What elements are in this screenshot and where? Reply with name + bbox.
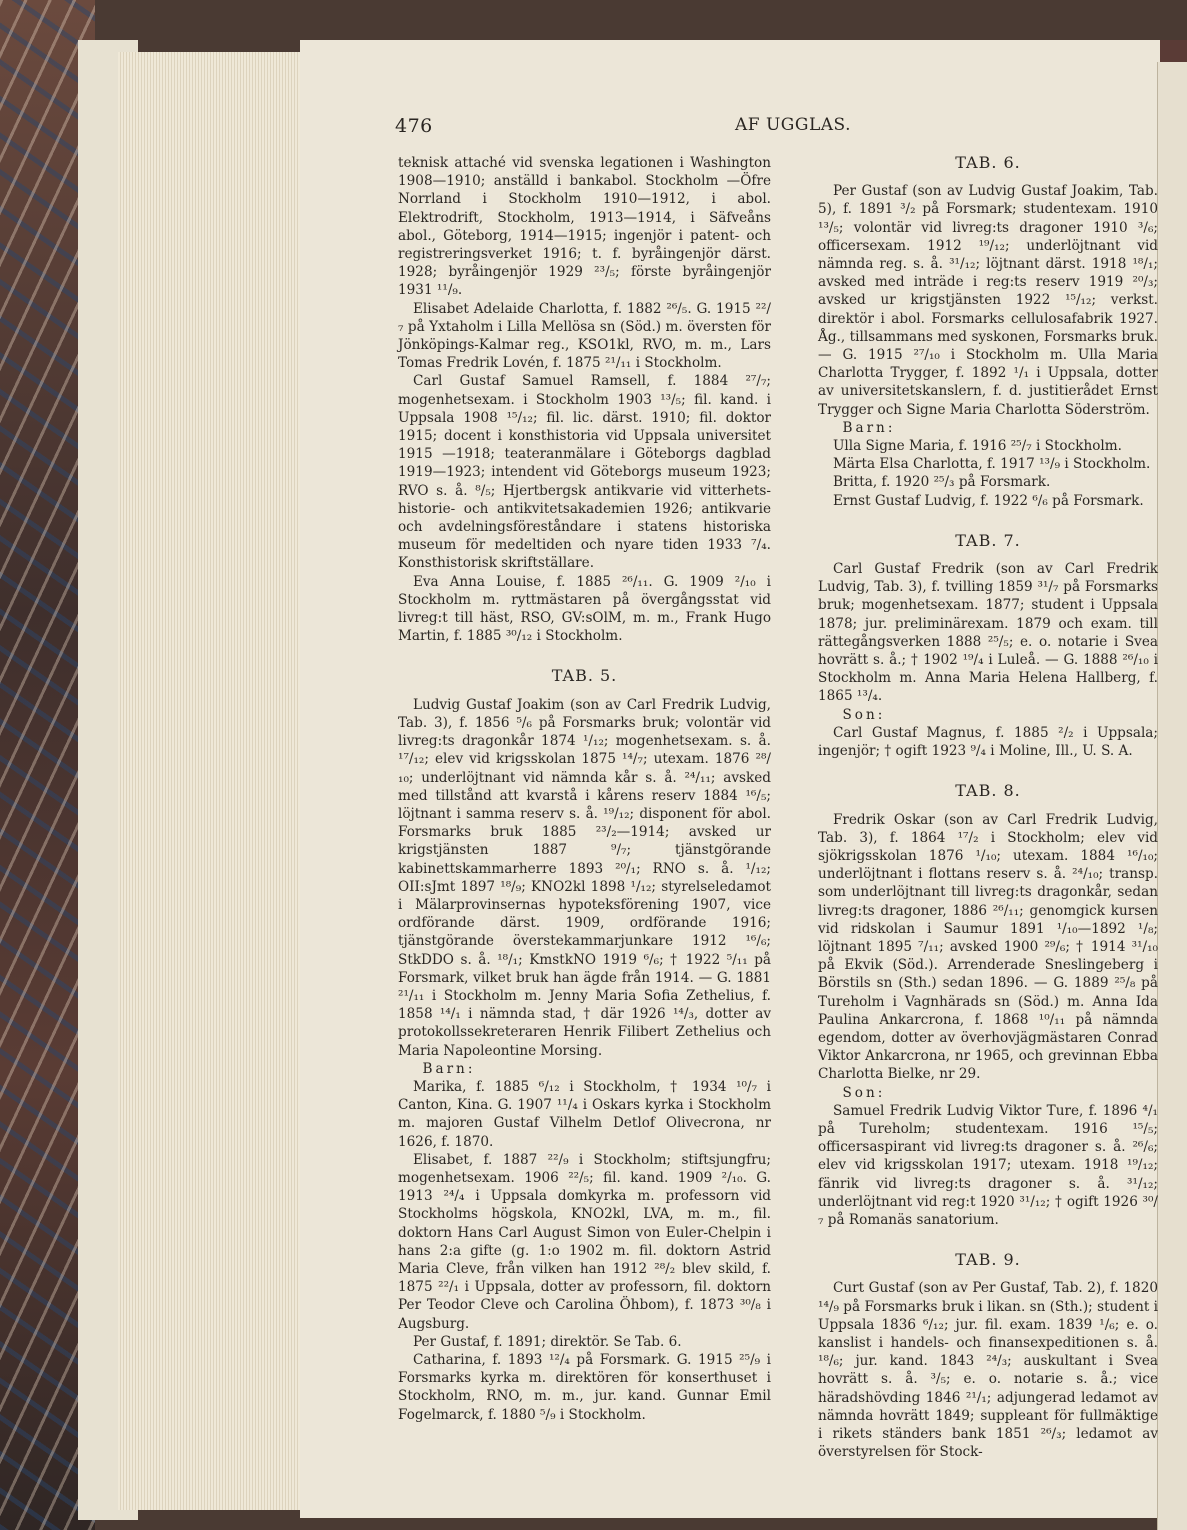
- genealogy-entry: Elisabet Adelaide Charlotta, f. 1882 ²⁶/₅. G. 1915 ²²/₇ på Yxtaholm i Lilla Mellösa sn (Söd.) m. översten för Jönköpings-Kalmar reg., KSO1kl, RVO, m. m., Lars Tomas Fredrik Lovén, f. 1875 ²¹/₁₁ i Stockholm.: [398, 300, 771, 372]
- right-column: [818, 154, 1158, 1461]
- left-column: [398, 154, 771, 1424]
- running-head: AF UGGLAS.: [735, 115, 851, 135]
- children-label: Barn:: [842, 419, 896, 436]
- genealogy-entry: Fredrik Oskar (son av Carl Fredrik Ludvig, Tab. 3), f. 1864 ¹⁷/₂ i Stockholm; elev vid sjökrigsskolan 1876 ¹/₁₀; utexam. 1884 ¹⁶/₁₀; underlöjtnant i flottans reserv s. å. ²⁴/₁₀; transp. som underlöjtnant till livreg:ts dragonkår, sedan livreg:ts dragoner, 1886 ²⁶/₁₁; genomgick kursen vid ridskolan i Saumur 1891 ¹/₁₀—1892 ¹/₈; löjtnant 1895 ⁷/₁₁; avsked 1900 ²⁹/₆; † 1914 ³¹/₁₀ på Ekvik (Söd.). Arrenderade Sneslingeberg i Börstils sn (Sth.) sedan 1896. — G. 1889 ²⁵/₈ på Tureholm i Vagnhärads sn (Söd.) m. Anna Ida Paulina Ankarcrona, f. 1868 ¹⁰/₁₁ på nämnda egendom, dotter av överhovjägmästaren Conrad Viktor Ankarcrona, nr 1965, och grevinnan Ebba Charlotta Bielke, nr 29.: [818, 811, 1158, 1083]
- genealogy-entry: Per Gustaf, f. 1891; direktör. Se Tab. 6.: [412, 1333, 682, 1350]
- genealogy-entry: Märta Elsa Charlotta, f. 1917 ¹³/₉ i Stockholm.: [832, 456, 1151, 473]
- genealogy-entry: Ernst Gustaf Ludvig, f. 1922 ⁶/₆ på Forsmark.: [832, 492, 1144, 509]
- cover-corner: [1160, 40, 1187, 64]
- genealogy-entry: Catharina, f. 1893 ¹²/₄ på Forsmark. G. 1915 ²⁵/₉ i Forsmarks kyrka m. direktören för konserthuset i Stockholm, RNO, m. m., jur. kand. Gunnar Emil Fogelmarck, f. 1880 ⁵/₉ i Stockholm.: [398, 1352, 771, 1423]
- page-number: 476: [395, 115, 433, 137]
- page-edges: [118, 52, 308, 1510]
- children-label: Son:: [842, 1084, 886, 1101]
- genealogy-entry: Carl Gustaf Samuel Ramsell, f. 1884 ²⁷/₇; mogenhetsexam. i Stockholm 1903 ¹³/₅; fil. kand. i Uppsala 1908 ¹⁵/₁₂; fil. lic. därst. 1910; fil. doktor 1915; docent i konsthistoria vid Uppsala universitet 1915 —1918; teateranmälare i Göteborgs dagblad 1919—1923; intendent vid Göteborgs museum 1923; RVO s. å. ⁸/₅; Hjertbergsk antikvarie vid vitterhets- historie- och antikvitetsakademien 1926; antikvarie och avdelningsföreståndare i statens historiska museum för medeltiden och nyare tiden 1933 ⁷/₄. Konsthistorisk skriftställare.: [398, 373, 771, 572]
- table-heading: TAB. 5.: [551, 666, 618, 686]
- genealogy-entry: Eva Anna Louise, f. 1885 ²⁶/₁₁. G. 1909 ²/₁₀ i Stockholm m. ryttmästaren på övergångsstat vid livreg:t till häst, RSO, GV:sOlM, m. m., Frank Hugo Martin, f. 1885 ³⁰/₁₂ i Stockholm.: [398, 573, 771, 645]
- next-page-edge: [1157, 62, 1187, 1530]
- genealogy-entry: Ludvig Gustaf Joakim (son av Carl Fredrik Ludvig, Tab. 3), f. 1856 ⁵/₆ på Forsmarks bruk; volontär vid livreg:ts dragonkår 1874 ¹/₁₂; mogenhetsexam. s. å. ¹⁷/₁₂; elev vid krigsskolan 1875 ¹⁴/₇; utexam. 1876 ²⁸/₁₀; underlöjtnant vid nämnda kår s. å. ²⁴/₁₁; avsked med tillstånd att kvarstå i kårens reserv 1884 ¹⁶/₅; löjtnant i samma reserv s. å. ¹⁹/₁₂; disponent för abol. Forsmarks bruk 1885 ²³/₂—1914; avsked ur krigstjänsten 1887 ⁹/₇; tjänstgörande kabinettskammarherre 1893 ²⁰/₁; RNO s. å. ¹/₁₂; OII:sJmt 1897 ¹⁸/₉; KNO2kl 1898 ¹/₁₂; styrelseledamot i Mälarprovinsernas hypoteksförening 1907, vice ordförande därst. 1909, ordförande 1916; tjänstgörande överstekammarjunkare 1912 ¹⁶/₆; StkDDO s. å. ¹⁸/₁; KmstkNO 1919 ⁶/₆; † 1922 ⁵/₁₁ på Forsmark, vilket bruk han ägde från 1914. — G. 1881 ²¹/₁₁ i Stockholm m. Jenny Maria Sofia Zethelius, f. 1858 ¹⁴/₁ i nämnda stad, † där 1926 ¹⁴/₃, dotter av protokollssekreteraren Henrik Filibert Zethelius och Maria Napoleontine Morsing.: [398, 696, 771, 1059]
- genealogy-entry: Britta, f. 1920 ²⁵/₃ på Forsmark.: [832, 474, 1051, 491]
- genealogy-entry: Carl Gustaf Magnus, f. 1885 ²/₂ i Uppsala; ingenjör; † ogift 1923 ⁹/₄ i Moline, Ill., U. S. A.: [818, 724, 1158, 760]
- genealogy-entry: Per Gustaf (son av Ludvig Gustaf Joakim, Tab. 5), f. 1891 ³/₂ på Forsmark; studentexam. 1910 ¹³/₅; volontär vid livreg:ts dragoner 1910 ³/₆; officersexam. 1912 ¹⁹/₁₂; underlöjtnant vid nämnda reg. s. å. ³¹/₁₂; löjtnant därst. 1918 ¹⁸/₁; avsked med inträde i reg:ts reserv 1919 ²⁰/₃; avsked ur krigstjänsten 1922 ¹⁵/₁₂; verkst. direktör i abol. Forsmarks cellulosafabrik 1927. Åg., tillsammans med syskonen, Forsmarks bruk. — G. 1915 ²⁷/₁₀ i Stockholm m. Ulla Maria Charlotta Trygger, f. 1892 ¹/₁ i Uppsala, dotter av universitetskanslern, f. d. justitierådet Ernst Trygger och Signe Maria Charlotta Söderström.: [818, 183, 1158, 418]
- table-heading: TAB. 7.: [955, 530, 1021, 550]
- genealogy-entry: Ulla Signe Maria, f. 1916 ²⁵/₇ i Stockholm.: [832, 438, 1122, 455]
- genealogy-entry: Samuel Fredrik Ludvig Viktor Ture, f. 1896 ⁴/₁ på Tureholm; studentexam. 1916 ¹⁵/₅; officersaspirant vid livreg:ts dragoner s. å. ²⁶/₆; elev vid krigsskolan 1917; utexam. 1918 ¹⁹/₁₂; fänrik vid livreg:ts dragoner s. å. ³¹/₁₂; underlöjtnant vid reg:t 1920 ³¹/₁₂; † ogift 1926 ³⁰/₇ på Romanäs sanatorium.: [818, 1102, 1158, 1228]
- children-label: Son:: [842, 706, 886, 723]
- paragraph: teknisk attaché vid svenska legationen i Washington 1908—1910; anställd i bankabol. Stockholm —Öfre Norrland i Stockholm 1910—1912, i abol. Elektrodrift, Stockholm, 1913—1914, i Säfveåns abol., Göteborg, 1914—1915; ingenjör i patent- och registreringsverket 1916; t. f. byråingenjör därst. 1928; byråingenjör 1929 ²³/₅; förste byråingenjör 1931 ¹¹/₉.: [398, 155, 771, 299]
- table-heading: TAB. 8.: [955, 781, 1021, 801]
- genealogy-entry: Elisabet, f. 1887 ²²/₉ i Stockholm; stiftsjungfru; mogenhetsexam. 1906 ²²/₅; fil. kand. 1909 ²/₁₀. G. 1913 ²⁴/₄ i Uppsala domkyrka m. professorn vid Stockholms högskola, KNO2kl, LVA, m. m., fil. doktorn Hans Carl August Simon von Euler-Chelpin i hans 2:a gifte (g. 1:o 1902 m. fil. doktorn Astrid Maria Cleve, från vilken han 1912 ²⁸/₂ blev skild, f. 1875 ²²/₁ i Uppsala, dotter av professorn, fil. doktorn Per Teodor Cleve och Carolina Öhbom), f. 1873 ³⁰/₈ i Augsburg.: [398, 1151, 771, 1332]
- genealogy-entry: Curt Gustaf (son av Per Gustaf, Tab. 2), f. 1820 ¹⁴/₉ på Forsmarks bruk i likan. sn (Sth.); student i Uppsala 1836 ⁶/₁₂; jur. fil. exam. 1839 ¹/₆; e. o. kanslist i handels- och finansexpeditionen s. å. ¹⁸/₆; jur. kand. 1843 ²⁴/₃; auskultant i Svea hovrätt s. å. ³/₅; e. o. notarie s. å.; vice häradshövding 1846 ²¹/₁; adjungerad ledamot av nämnda hovrätt 1849; suppleant för fullmäktige i rikets ständers bank 1851 ²⁶/₃; ledamot av överstyrelsen för Stock-: [818, 1280, 1158, 1461]
- table-heading: TAB. 6.: [955, 153, 1021, 172]
- table-heading: TAB. 9.: [955, 1250, 1021, 1270]
- children-label: Barn:: [422, 1060, 476, 1077]
- genealogy-entry: Carl Gustaf Fredrik (son av Carl Fredrik Ludvig, Tab. 3), f. tvilling 1859 ³¹/₇ på Forsmarks bruk; mogenhetsexam. 1877; student i Uppsala 1878; jur. preliminärexam. 1879 och exam. till rättegångsverken 1888 ²⁵/₅; e. o. notarie i Svea hovrätt s. å.; † 1902 ¹⁹/₄ i Luleå. — G. 1888 ²⁶/₁₀ i Stockholm m. Anna Maria Helena Hallberg, f. 1865 ¹³/₄.: [818, 561, 1158, 705]
- genealogy-entry: Marika, f. 1885 ⁶/₁₂ i Stockholm, † 1934 ¹⁰/₇ i Canton, Kina. G. 1907 ¹¹/₄ i Oskars kyrka i Stockholm m. majoren Gustaf Vilhelm Detlof Olivecrona, nr 1626, f. 1870.: [398, 1078, 771, 1150]
